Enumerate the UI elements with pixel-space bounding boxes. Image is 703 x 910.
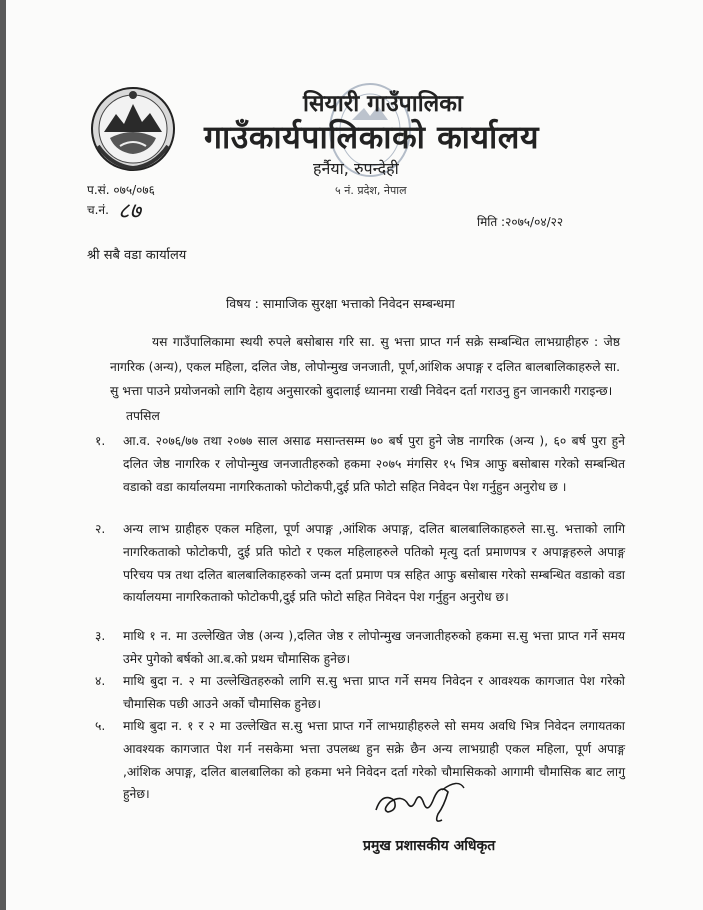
list-item <box>95 625 625 671</box>
office-location: हर्नैया, रुपन्देही <box>313 159 399 178</box>
list-item <box>95 430 625 522</box>
recipient: श्री सबै वडा कार्यालय <box>87 248 187 263</box>
item-number: १. <box>95 434 106 448</box>
intro-text: यस गाउँपालिकामा स्थयी रुपले बसोबास गरि सा. सु भत्ता प्राप्त गर्न सक्रे सम्बन्धित लाभग्राहीहरु : जेष्ठ नागरिक (अन्य), एकल महिला, दलित जेष्ठ, लोपोन्मुख जनजाती, पूर्ण,आंशिक अपाङ्ग र दलित बालबालिकाहरुले सा. सु भत्ता पाउने प्रयोजनको लागि देहाय अनुसारको बुदालाई ध्यानमा राखी निवेदन दर्ता गराउनु हुन जानकारी गराइन्छ। <box>110 335 620 398</box>
item-number: ४. <box>95 674 106 688</box>
nepal-emblem-icon <box>90 86 176 172</box>
list-heading: तपसिल <box>126 409 160 423</box>
item-text: माथि बुदा न. २ मा उल्लेखितहरुको लागि स.सु भत्ता प्राप्त गर्ने समय निवेदन र आवश्यक कागजात पेश गरेको चौमासिक पछी आउने अर्को चौमासिक हुनेछ। <box>123 674 625 711</box>
list-item <box>95 518 625 630</box>
item-text: माथि बुदा न. १ र २ मा उल्लेखित स.सु भत्ता प्राप्त गर्ने लाभग्राहीहरुले सो समय अवधि भित्र निवेदन लगायतका आवश्यक कागजात पेश गर्न नसकेमा भत्ता उपलब्ध हुन सक्रे छैन अन्य लाभग्राही एकल महिला, पूर्ण अपाङ्ग ,आंशिक अपाङ्ग, दलित बालबालिका को हकमा भने निवेदन दर्ता गरेको चौमासिकको आगामी चौमासिक बाट लागु हुनेछ। <box>123 719 625 802</box>
signatory-title: प्रमुख प्रशासकीय अधिकृत <box>363 838 496 854</box>
office-name: गाउँकार्यपालिकाको कार्यालय <box>204 118 540 156</box>
municipality-name: सियारी गाउँपालिका <box>303 91 463 117</box>
item-number: ३. <box>95 629 106 643</box>
item-text: आ.व. २०७६/७७ तथा २०७७ साल असाढ मसान्तसम्म ७० बर्ष पुरा हुने जेष्ठ नागरिक (अन्य ), ६० बर्ष पुरा हुने दलित जेष्ठ नागरिक र लोपोन्मुख जनजातीहरुको हकमा २०७५ मंगसिर १५ भित्र आफु बसोबास गरेको सम्बन्धित वडाको वडा कार्यालयमा नागरिकताको फोटोकपी,दुई प्रति फोटो सहित निवेदन पेश गर्नुहुन अनुरोध छ । <box>123 434 625 494</box>
subject-line: विषय : सामाजिक सुरक्षा भत्ताको निवेदन सम्बन्धमा <box>226 296 455 311</box>
chalani-number: ८७ <box>118 199 141 224</box>
province-name: ५ नं. प्रदेश, नेपाल <box>335 184 407 197</box>
chalani-label: च.नं. <box>87 203 109 217</box>
item-number: ५. <box>95 719 106 733</box>
intro-paragraph <box>110 330 620 404</box>
letter-date: मिति :२०७५/०४/२२ <box>477 215 564 229</box>
item-text: अन्य लाभ ग्राहीहरु एकल महिला, पूर्ण अपाङ्ग ,आंशिक अपाङ्ग, दलित बालबालिकाहरुले सा.सु. भत्ताको लागि नागरिकताको फोटोकपी, दुई प्रति फोटो र एकल महिलाहरुले पतिको मृत्यु दर्ता प्रमाणपत्र र अपाङ्गहरुले अपाङ्ग परिचय पत्र तथा दलित बालबालिकाहरुको जन्म दर्ता प्रमाण पत्र सहित आफु बसोबास गरेको सम्बन्धित वडाको वडा कार्यालयमा नागरिकताको फोटोकपी,दुई प्रति फोटो सहित निवेदन पेश गर्नुहुन अनुरोध छ। <box>123 522 625 605</box>
scan-edge <box>0 0 6 910</box>
list-item <box>95 715 625 807</box>
item-number: २. <box>95 522 106 536</box>
item-text: माथि १ न. मा उल्लेखित जेष्ठ (अन्य ),दलित जेष्ठ र लोपोन्मुख जनजातीहरुको हकमा स.सु भत्ता प्राप्त गर्ने समय उमेर पुगेको बर्षको आ.ब.को प्रथम चौमासिक हुनेछ। <box>123 629 625 666</box>
list-item <box>95 670 625 716</box>
signature-icon <box>368 770 488 830</box>
patra-sankhya: प.सं. ०७५/०७६ <box>87 183 155 197</box>
